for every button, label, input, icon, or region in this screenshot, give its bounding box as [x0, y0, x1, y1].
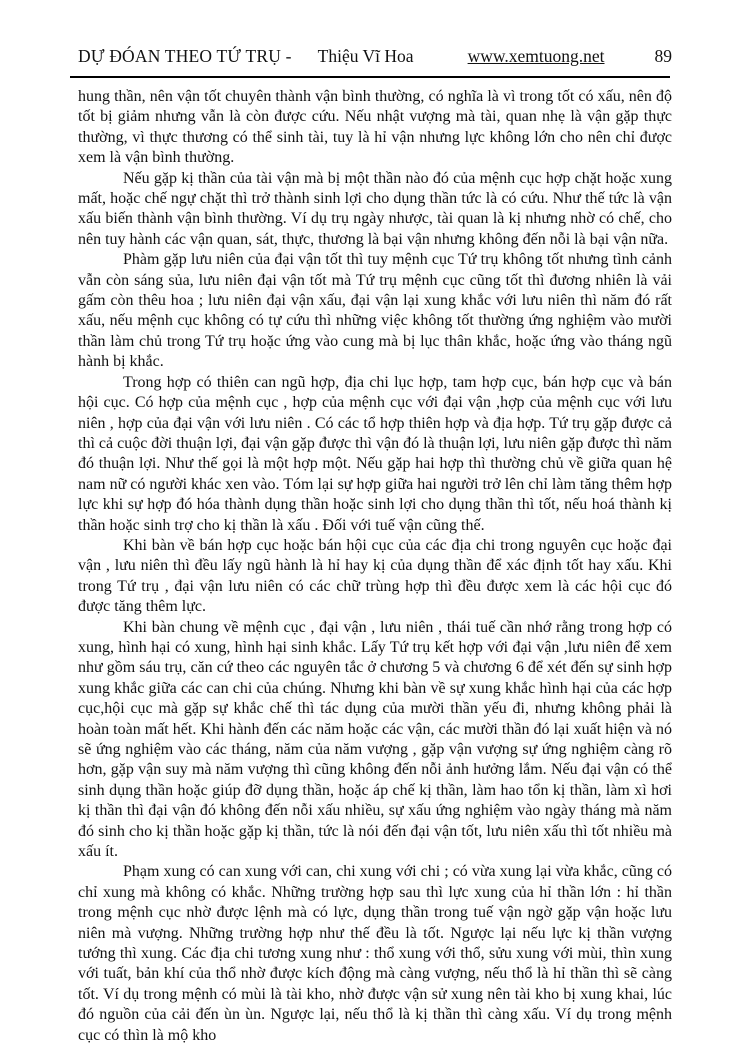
paragraph-1: hung thần, nên vận tốt chuyên thành vận bình thường, có nghĩa là vì trong tốt có xấu, nên độ tốt bị giảm nhưng vẫn là còn được cứu. Nếu nhật vượng mà tài, quan nhẹ là vận gặp thực thường, vì thực thương có thể sinh tài, tuy là hỉ vận nhưng lực không lớn cho nên chỉ được xem là vận bình thường. — [78, 88, 672, 167]
paragraph-7: Phạm xung có can xung với can, chi xung với chi ; có vừa xung lại vừa khắc, cũng có chỉ xung mà không có khắc. Những trường hợp sau thì lực xung của hỉ thần lớn : hỉ thần trong mệnh cục nhờ được lệnh mà có lực, dụng thần trong tuế vận ngờ gặp vận hoặc lưu niên mà vượng. Những trường hợp như thế đều là tốt. Ngược lại nếu lực kị thần vượng tướng thì xung. Các địa chi tương xung như : thổ xung với thổ, sửu xung với mùi, thìn xung với tuất, bản khí của thổ nhờ được kích động mà càng vượng, nếu thổ là hỉ thần thì sẽ càng tốt. Ví dụ trong mệnh có mùi là tài kho, nhờ được vận sử xung nên tài kho bị xung khai, lúc đó nguồn của cải đến ùn ùn. Ngược lại, nếu thổ là kị thần thì càng xấu. Ví dụ trong mệnh cục có thìn là mộ kho — [78, 863, 672, 1044]
paragraph-6: Khi bàn chung về mệnh cục , đại vận , lưu niên , thái tuế cần nhớ rằng trong hợp có xung, hình hại có xung, hình hại sinh khắc. Lấy Tứ trụ kết hợp với đại vận ,lưu niên để xem như gồm sáu trụ, căn cứ theo các nguyên tắc ở chương 5 và chương 6 để xét đến sự sinh hợp xung khắc giữa các can chi của chúng. Nhưng khi bàn về sự xung khắc hình hại của các hợp cục,hội cục mà gặp sự khắc chế thì tác dụng của mười thần yếu đi, nhưng không phải là hoàn toàn mất hết. Khi hành đến các năm hoặc các vận, các mười thần đó lại xuất hiện và nó sẽ ứng nghiệm vào các tháng, năm của năm vượng , gặp vận vượng sự ứng nghiệm càng rõ hơn, gặp vận suy mà năm vượng thì cũng không đến nỗi ảnh hưởng lắm. Nếu đại vận có thể sinh dụng thần hoặc giúp đỡ dụng thần, hoặc áp chế kị thần, làm hao tổn kị thần, làm xì hơi kị thần thì đại vận đó không đến nỗi xấu nhiều, sự xấu ứng nghiệm vào ngày tháng mà năm đó sinh cho kị thần hoặc gặp kị thần, tức là nói đến đại vận tốt, lưu niên xấu thì tốt nhiều mà xấu ít. — [78, 618, 672, 861]
paragraph-4: Trong hợp có thiên can ngũ hợp, địa chi lục hợp, tam hợp cục, bán hợp cục và bán hội cục. Có hợp của mệnh cục , hợp của mệnh cục với đại vận ,hợp của mệnh cục với lưu niên , hợp của đại vận với lưu niên . Có các tổ hợp thiên hợp và địa hợp. Tứ trụ gặp được cả thì cả cuộc đời thuận lợi, đại vận gặp được thì vận đó là thuận lợi, lưu niên gặp được thì năm đó thuận lợi. Như thế gọi là một hợp một. Nếu gặp hai hợp thì thường chủ về giữa quan hệ nam nữ có người khác xen vào. Tóm lại sự hợp giữa hai người trở lên chỉ làm tăng thêm hợp lực khi sự hợp đó hóa thành dụng thần hoặc sinh lợi cho dụng thần thì tốt, nếu hoá thành kị thần hoặc sinh trợ cho kị thần là xấu . Đối với tuế vận cũng thế. — [78, 373, 672, 534]
header-rule — [70, 76, 670, 78]
header-url-link[interactable]: www.xemtuong.net — [467, 46, 605, 66]
paragraph-5: Khi bàn về bán hợp cục hoặc bán hội cục của các địa chi trong nguyên cục hoặc đại vận , lưu niên thì đều lấy ngũ hành là hỉ hay kị của dụng thần để xác định tốt hay xấu. Khi trong Tứ trụ , đại vận lưu niên có các chữ trùng hợp thì đều được xem là các hội cục đó được tăng thêm lực. — [78, 536, 672, 616]
paragraph-2: Nếu gặp kị thần của tài vận mà bị một thần nào đó của mệnh cục hợp chặt hoặc xung mất, hoặc chế ngự chặt thì trở thành sinh lợi cho dụng thần tức là có cứu. Như thế tức là vận xấu biến thành vận bình thường. Ví dụ trụ ngày nhược, tài quan là kị nhưng nhờ có chế, cho nên tuy hành các vận quan, sát, thực, thương là bại vận nhưng không đến nỗi là bại vận nữa. — [78, 169, 672, 248]
paragraph-3: Phàm gặp lưu niên của đại vận tốt thì tuy mệnh cục Tứ trụ không tốt nhưng tình cảnh vẫn còn sáng sủa, lưu niên đại vận tốt mà Tứ trụ mệnh cục cũng tốt thì đương nhiên là vải gấm còn thêu hoa ; lưu niên đại vận xấu, đại vận lại xung khắc với lưu niên thì năm đó rất xấu, nếu mệnh cục không có tự cứu thì những việc không tốt thường ứng nghiệm vào mười thần làm chủ trong Tứ trụ hoặc ứng vào cung mà bị lục thân khắc, hoặc ứng vào tháng ngũ hành bị khắc. — [78, 251, 672, 371]
body-text — [78, 87, 672, 1046]
page-header — [78, 46, 672, 66]
header-author: Thiệu Vĩ Hoa — [317, 46, 414, 66]
header-title: DỰ ĐÓAN THEO TỨ TRỤ - — [78, 46, 292, 66]
header-page-number: 89 — [654, 46, 672, 66]
